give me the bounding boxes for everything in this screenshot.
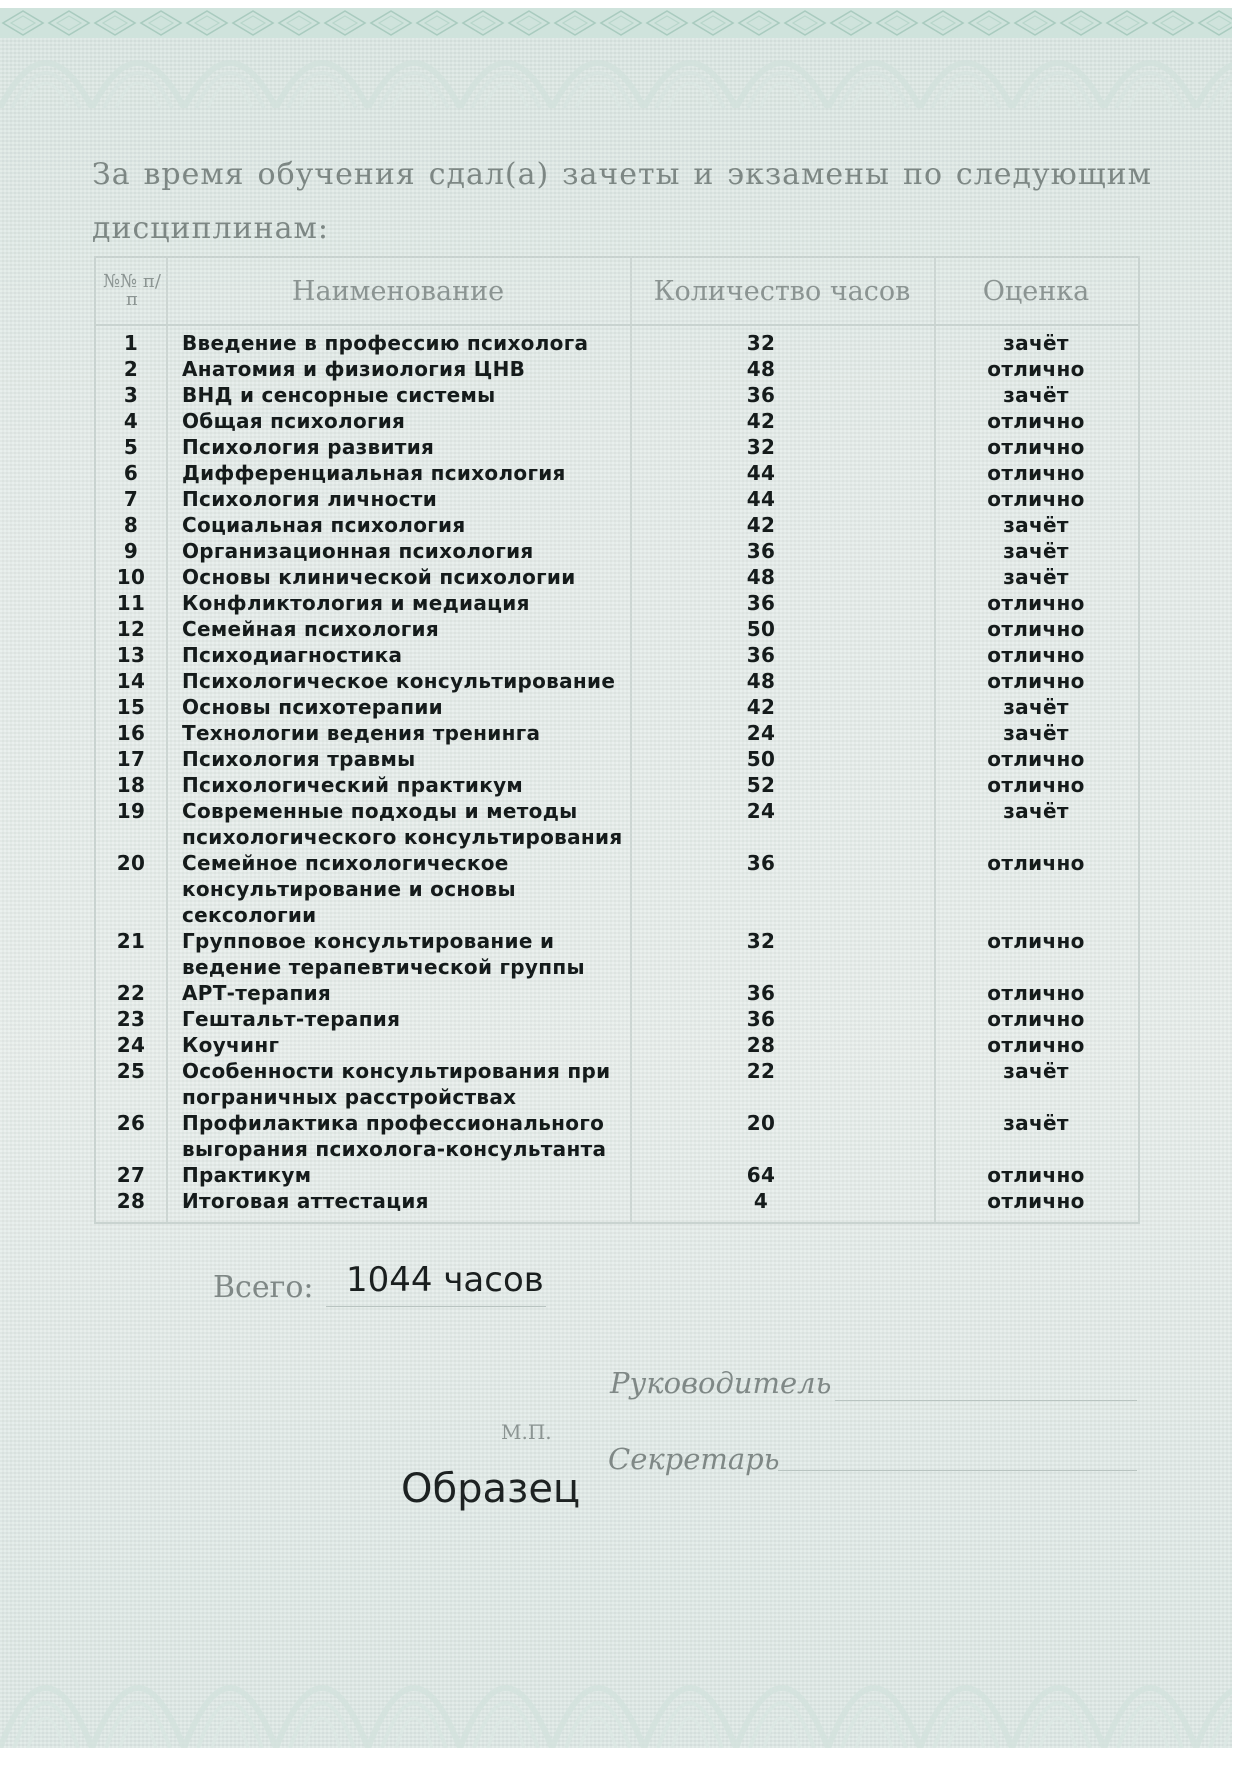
heading-line-2: дисциплинам: bbox=[92, 211, 329, 246]
row-discipline-name: Психология развития bbox=[182, 435, 435, 459]
row-grade: зачёт bbox=[1003, 513, 1069, 537]
row-discipline-name: Гештальт-терапия bbox=[182, 1007, 401, 1031]
row-hours: 44 bbox=[746, 461, 776, 485]
row-grade: отлично bbox=[987, 981, 1085, 1005]
row-grade: отлично bbox=[987, 929, 1085, 953]
row-hours: 50 bbox=[746, 617, 776, 641]
table-row bbox=[96, 1162, 1138, 1188]
row-grade: отлично bbox=[987, 851, 1085, 875]
row-number: 10 bbox=[116, 565, 146, 589]
row-number: 3 bbox=[123, 383, 139, 407]
row-grade: отлично bbox=[987, 409, 1085, 433]
row-grade: отлично bbox=[987, 435, 1085, 459]
row-grade: зачёт bbox=[1003, 331, 1069, 355]
table-row bbox=[96, 928, 1138, 980]
table-row bbox=[96, 356, 1138, 382]
row-number: 24 bbox=[116, 1033, 146, 1057]
row-grade: отлично bbox=[987, 1007, 1085, 1031]
row-discipline-name: Психодиагностика bbox=[182, 643, 403, 667]
table-row bbox=[96, 1006, 1138, 1032]
table-row bbox=[96, 746, 1138, 772]
row-discipline-name: Групповое консультирование и ведение терапевтической группы bbox=[182, 929, 585, 979]
row-discipline-name: Практикум bbox=[182, 1163, 312, 1187]
row-hours: 24 bbox=[746, 799, 776, 823]
row-discipline-name: Современные подходы и методы психологического консультирования bbox=[182, 799, 623, 849]
row-grade: отлично bbox=[987, 747, 1085, 771]
row-discipline-name: АРТ-терапия bbox=[182, 981, 332, 1005]
table-row bbox=[96, 1188, 1138, 1214]
table-row bbox=[96, 564, 1138, 590]
row-number: 21 bbox=[116, 929, 146, 953]
row-grade: отлично bbox=[987, 591, 1085, 615]
table-row bbox=[96, 1110, 1138, 1162]
table-row bbox=[96, 408, 1138, 434]
header-name: Наименование bbox=[291, 275, 505, 307]
header-grade: Оценка bbox=[982, 275, 1090, 307]
row-number: 6 bbox=[123, 461, 139, 485]
table-row bbox=[96, 668, 1138, 694]
row-discipline-name: Психологическое консультирование bbox=[182, 669, 616, 693]
row-number: 22 bbox=[116, 981, 146, 1005]
row-number: 18 bbox=[116, 773, 146, 797]
row-hours: 42 bbox=[746, 695, 776, 719]
row-hours: 28 bbox=[746, 1033, 776, 1057]
total-label: Всего: bbox=[213, 1270, 314, 1305]
total-underline bbox=[326, 1306, 546, 1307]
row-grade: зачёт bbox=[1003, 799, 1069, 823]
row-discipline-name: Семейная психология bbox=[182, 617, 440, 641]
row-hours: 24 bbox=[746, 721, 776, 745]
row-grade: зачёт bbox=[1003, 565, 1069, 589]
row-grade: отлично bbox=[987, 357, 1085, 381]
row-number: 2 bbox=[123, 357, 139, 381]
row-discipline-name: Итоговая аттестация bbox=[182, 1189, 429, 1213]
table-row bbox=[96, 486, 1138, 512]
row-discipline-name: Основы психотерапии bbox=[182, 695, 443, 719]
row-hours: 42 bbox=[746, 513, 776, 537]
row-hours: 20 bbox=[746, 1111, 776, 1135]
heading-line-1: За время обучения сдал(а) зачеты и экзамены по следующим bbox=[92, 157, 1152, 192]
row-number: 4 bbox=[123, 409, 139, 433]
header-number: №№ п/п bbox=[103, 271, 161, 310]
row-hours: 48 bbox=[746, 565, 776, 589]
secretary-signature-line bbox=[778, 1470, 1137, 1471]
row-grade: отлично bbox=[987, 1189, 1085, 1213]
row-discipline-name: Особенности консультирования при пограничных расстройствах bbox=[182, 1059, 611, 1109]
row-hours: 50 bbox=[746, 747, 776, 771]
row-hours: 36 bbox=[746, 383, 776, 407]
header-hours: Количество часов bbox=[653, 275, 911, 307]
guilloche-top-border bbox=[0, 8, 1232, 138]
row-number: 15 bbox=[116, 695, 146, 719]
row-number: 12 bbox=[116, 617, 146, 641]
row-number: 28 bbox=[116, 1189, 146, 1213]
row-discipline-name: Введение в профессию психолога bbox=[182, 331, 589, 355]
table-row bbox=[96, 980, 1138, 1006]
table-row bbox=[96, 538, 1138, 564]
table-row bbox=[96, 330, 1138, 356]
table-row bbox=[96, 694, 1138, 720]
row-grade: отлично bbox=[987, 461, 1085, 485]
row-number: 9 bbox=[123, 539, 139, 563]
table-row bbox=[96, 460, 1138, 486]
row-number: 14 bbox=[116, 669, 146, 693]
heading bbox=[92, 148, 1152, 256]
stamp-place-label: М.П. bbox=[501, 1420, 552, 1444]
row-grade: отлично bbox=[987, 487, 1085, 511]
row-number: 8 bbox=[123, 513, 139, 537]
row-discipline-name: Анатомия и физиология ЦНВ bbox=[182, 357, 526, 381]
row-grade: зачёт bbox=[1003, 721, 1069, 745]
row-hours: 64 bbox=[746, 1163, 776, 1187]
row-hours: 36 bbox=[746, 981, 776, 1005]
row-discipline-name: Семейное психологическое консультирование и основы сексологии bbox=[182, 851, 516, 927]
row-grade: отлично bbox=[987, 643, 1085, 667]
row-number: 13 bbox=[116, 643, 146, 667]
row-grade: отлично bbox=[987, 669, 1085, 693]
row-number: 5 bbox=[123, 435, 139, 459]
head-signature-line bbox=[835, 1400, 1137, 1401]
row-grade: зачёт bbox=[1003, 539, 1069, 563]
row-hours: 36 bbox=[746, 851, 776, 875]
secretary-signature-label: Секретарь bbox=[608, 1442, 780, 1476]
table-row bbox=[96, 1032, 1138, 1058]
row-hours: 36 bbox=[746, 643, 776, 667]
row-hours: 44 bbox=[746, 487, 776, 511]
row-hours: 42 bbox=[746, 409, 776, 433]
row-discipline-name: Психология личности bbox=[182, 487, 438, 511]
row-number: 23 bbox=[116, 1007, 146, 1031]
table-row bbox=[96, 512, 1138, 538]
table-row bbox=[96, 642, 1138, 668]
row-hours: 48 bbox=[746, 669, 776, 693]
row-discipline-name: Основы клинической психологии bbox=[182, 565, 576, 589]
row-hours: 52 bbox=[746, 773, 776, 797]
table-body bbox=[96, 330, 1138, 1214]
row-discipline-name: Социальная психология bbox=[182, 513, 466, 537]
table-row bbox=[96, 382, 1138, 408]
row-hours: 48 bbox=[746, 357, 776, 381]
row-number: 16 bbox=[116, 721, 146, 745]
row-number: 17 bbox=[116, 747, 146, 771]
row-discipline-name: Коучинг bbox=[182, 1033, 280, 1057]
certificate-page bbox=[0, 8, 1232, 1748]
table-header bbox=[96, 258, 1138, 326]
table-row bbox=[96, 720, 1138, 746]
row-hours: 36 bbox=[746, 591, 776, 615]
row-hours: 32 bbox=[746, 929, 776, 953]
row-hours: 22 bbox=[746, 1059, 776, 1083]
row-number: 19 bbox=[116, 799, 146, 823]
row-discipline-name: Дифференциальная психология bbox=[182, 461, 566, 485]
row-hours: 4 bbox=[753, 1189, 769, 1213]
table-row bbox=[96, 798, 1138, 850]
row-hours: 32 bbox=[746, 331, 776, 355]
row-discipline-name: Психологический практикум bbox=[182, 773, 524, 797]
row-number: 7 bbox=[123, 487, 139, 511]
table-row bbox=[96, 434, 1138, 460]
row-discipline-name: ВНД и сенсорные системы bbox=[182, 383, 496, 407]
row-number: 27 bbox=[116, 1163, 146, 1187]
row-grade: зачёт bbox=[1003, 383, 1069, 407]
row-number: 25 bbox=[116, 1059, 146, 1083]
disciplines-table bbox=[94, 256, 1140, 1224]
table-row bbox=[96, 1058, 1138, 1110]
row-number: 1 bbox=[123, 331, 139, 355]
row-hours: 36 bbox=[746, 1007, 776, 1031]
row-grade: отлично bbox=[987, 1163, 1085, 1187]
row-grade: зачёт bbox=[1003, 695, 1069, 719]
table-row bbox=[96, 850, 1138, 928]
row-discipline-name: Конфликтология и медиация bbox=[182, 591, 530, 615]
row-grade: отлично bbox=[987, 617, 1085, 641]
row-grade: зачёт bbox=[1003, 1059, 1069, 1083]
table-row bbox=[96, 590, 1138, 616]
row-number: 11 bbox=[116, 591, 146, 615]
sample-mark: Образец bbox=[401, 1466, 581, 1512]
table-row bbox=[96, 616, 1138, 642]
row-grade: отлично bbox=[987, 773, 1085, 797]
head-signature-label: Руководитель bbox=[610, 1366, 832, 1400]
row-hours: 36 bbox=[746, 539, 776, 563]
guilloche-bottom-border bbox=[0, 1608, 1232, 1748]
row-number: 26 bbox=[116, 1111, 146, 1135]
row-discipline-name: Технологии ведения тренинга bbox=[182, 721, 541, 745]
row-discipline-name: Психология травмы bbox=[182, 747, 416, 771]
row-discipline-name: Организационная психология bbox=[182, 539, 534, 563]
row-grade: зачёт bbox=[1003, 1111, 1069, 1135]
table-row bbox=[96, 772, 1138, 798]
total-value: 1044 часов bbox=[346, 1260, 544, 1300]
row-number: 20 bbox=[116, 851, 146, 875]
row-discipline-name: Профилактика профессионального выгорания психолога-консультанта bbox=[182, 1111, 607, 1161]
row-discipline-name: Общая психология bbox=[182, 409, 406, 433]
row-grade: отлично bbox=[987, 1033, 1085, 1057]
row-hours: 32 bbox=[746, 435, 776, 459]
